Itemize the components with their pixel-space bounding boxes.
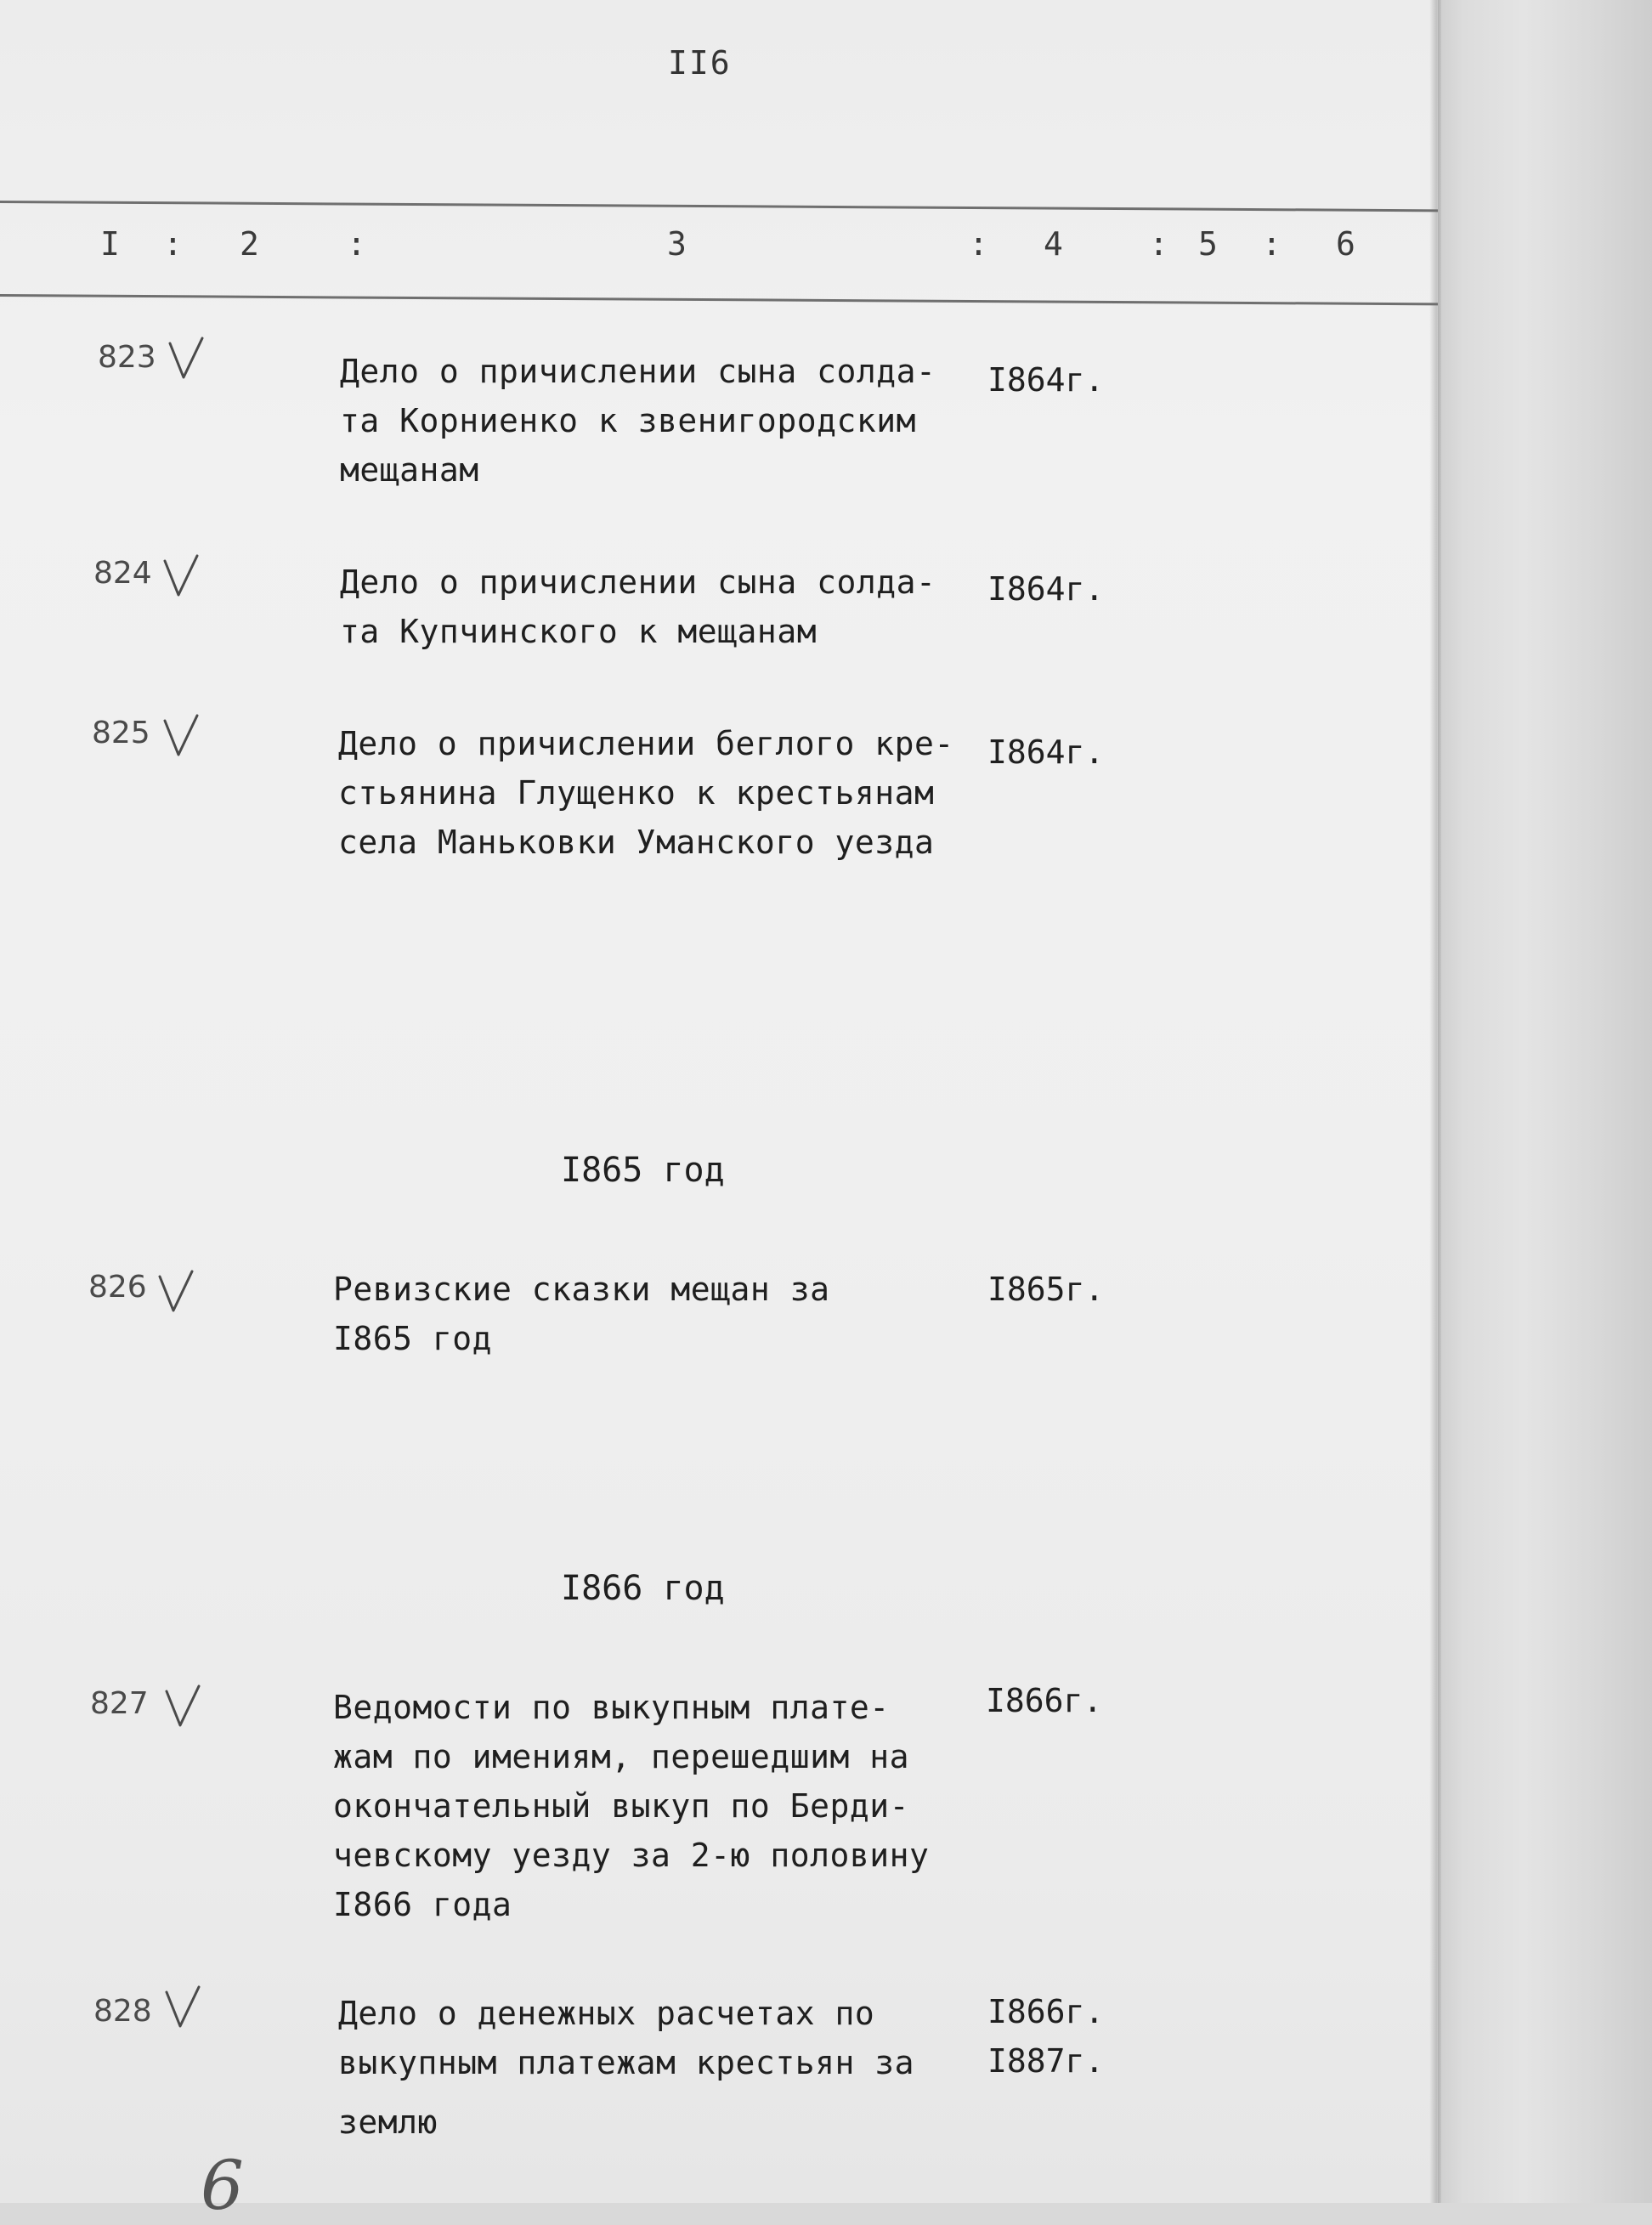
column-header-4: 4 [1044,225,1063,263]
entry-number: 823 [98,340,156,375]
check-mark-icon [156,1268,195,1316]
entry-description: Ревизские сказки мещан за I865 год [333,1271,830,1357]
check-mark-icon [161,712,201,760]
check-mark-icon [163,1683,202,1730]
entry-description: Дело о денежных расчетах по выкупным платежам крестьян за землю [338,1995,914,2141]
background-pages [1438,0,1652,2203]
handwritten-mark: 6 [201,2146,244,2225]
entry-number: 826 [88,1270,147,1305]
entry-date: I866г. I887г. [987,1993,1105,2080]
column-separator: : [969,225,988,263]
column-separator: : [1262,225,1281,263]
column-separator: : [1149,225,1168,263]
entry-date: I864г. [987,733,1105,771]
entry-number: 828 [93,1994,152,2029]
entry-date: I866г. [986,1682,1103,1719]
entry-number: 825 [92,716,150,750]
column-header-2: 2 [240,225,259,263]
entry-number: 824 [93,556,152,591]
entry-description: Дело о причислении сына солда- та Корниенко к звенигородским мещанам [340,353,936,489]
column-header-3: 3 [667,225,687,263]
column-header-6: 6 [1336,225,1355,263]
page-edge-shadow [1429,0,1441,2203]
page-number: II6 [668,44,732,82]
entry-number: 827 [90,1686,149,1721]
entry-date: I864г. [987,570,1105,608]
year-heading: I865 год [561,1151,725,1190]
entry-description: Ведомости по выкупным плате- жам по имениям, перешедшим на окончательный выкуп по Берди- чевскому уезду за 2-ю половину I866 года [333,1689,930,1923]
year-heading: I866 год [561,1569,725,1608]
column-header-1: I [100,225,120,263]
check-mark-icon [163,1984,202,2031]
entry-description: Дело о причислении беглого кре- стьянина Глущенко к крестьянам села Маньковки Уманского уезда [338,725,954,861]
column-separator: : [163,225,183,263]
column-header-5: 5 [1198,225,1218,263]
entry-date: I864г. [987,361,1105,399]
check-mark-icon [167,335,206,382]
column-separator: : [347,225,366,263]
entry-date: I865г. [987,1271,1105,1308]
entry-description: Дело о причислении сына солда- та Купчинского к мещанам [340,563,936,650]
check-mark-icon [161,552,201,600]
